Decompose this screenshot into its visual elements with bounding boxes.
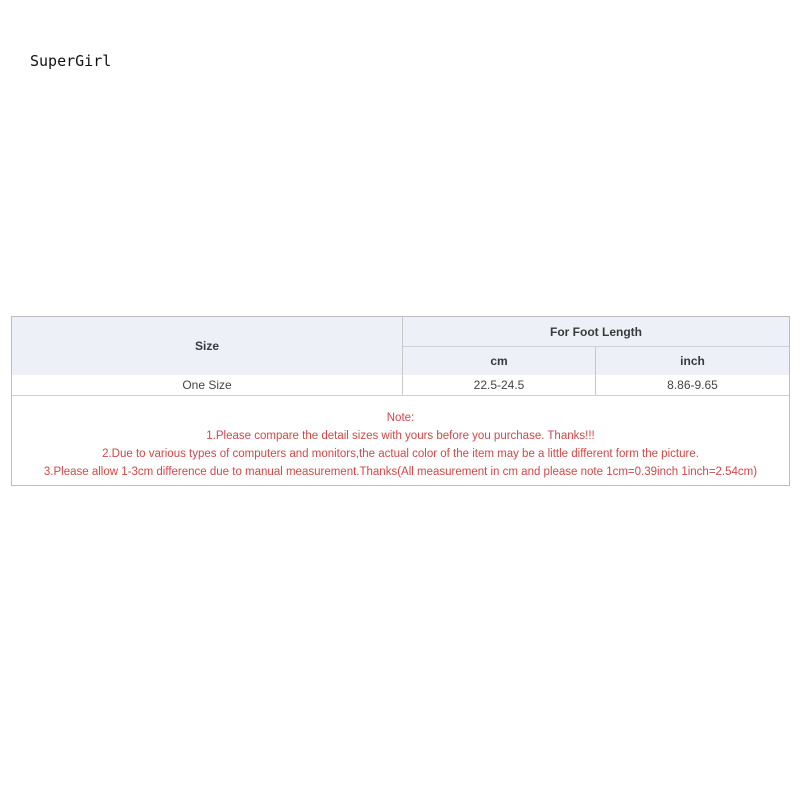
divider — [595, 346, 596, 395]
note-line-3: 3.Please allow 1-3cm difference due to manual measurement.Thanks(All measurement in cm and please note 1cm=0.39inch 1inch=2.54cm) — [43, 466, 758, 478]
size-chart-table — [11, 316, 790, 486]
note-title: Note: — [386, 412, 415, 424]
note-line-2: 2.Due to various types of computers and monitors,the actual color of the item may be a little different form the picture. — [102, 448, 699, 460]
note-line-1: 1.Please compare the detail sizes with yours before you purchase. Thanks!!! — [206, 430, 595, 442]
header-cm: cm — [403, 347, 595, 375]
divider — [403, 346, 789, 347]
header-inch: inch — [596, 347, 789, 375]
row-cm-value: 22.5-24.5 — [473, 378, 525, 392]
row-size-value: One Size — [182, 378, 232, 392]
row-inch-value: 8.86-9.65 — [667, 378, 718, 392]
header-size: Size — [12, 317, 402, 375]
notes-section — [12, 395, 789, 481]
header-foot-length: For Foot Length — [403, 317, 789, 346]
brand-name: SuperGirl — [30, 52, 112, 70]
divider — [402, 317, 403, 395]
